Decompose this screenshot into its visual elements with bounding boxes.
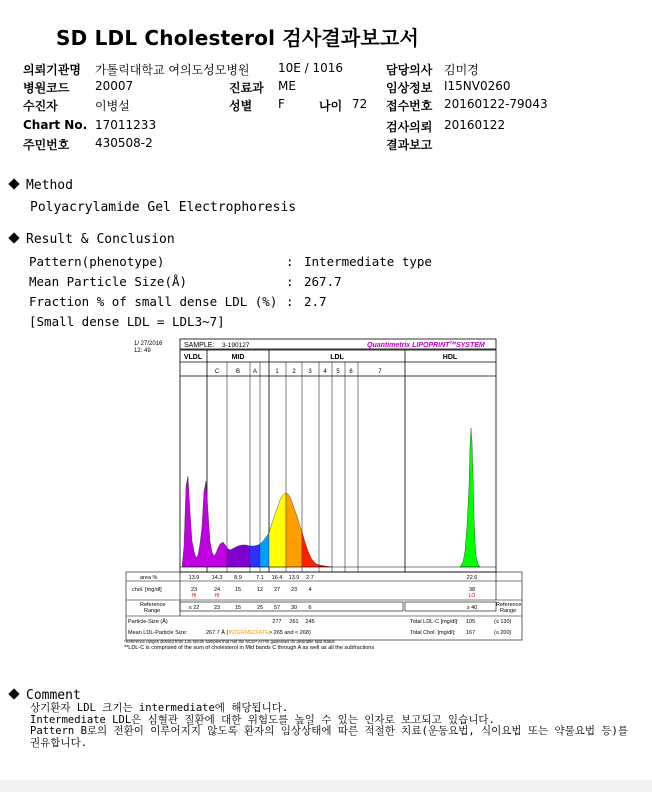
footnote-1: *Reference ranges derived from 125 serum samples that met the NCEP ATPIII guidelines for desirable lipid status (124, 639, 335, 644)
request-label: 검사의뢰 (386, 120, 433, 134)
result-label: Mean Particle Size(Å) (29, 274, 188, 289)
chol-value: 23 (190, 587, 198, 593)
chol-value: 27 (273, 587, 281, 593)
brand-logo: Quantimetrix LIPOPRINT™SYSTEM (367, 340, 485, 349)
result-heading: Result & Conclusion (10, 232, 175, 247)
report-time: 12: 49 (134, 348, 151, 354)
patient-value: 이병설 (95, 99, 130, 113)
report-label: 결과보고 (386, 138, 433, 152)
subband-label: 5 (336, 369, 340, 375)
area-value: 13.9 (188, 575, 200, 581)
subband-label: B (235, 369, 241, 375)
clinical-value: I15NV0260 (444, 79, 511, 93)
subband-label: A (252, 369, 258, 375)
area-value: 7.1 (256, 575, 264, 581)
sample-label: SAMPLE: (184, 342, 215, 349)
particle-size-value: 277 (272, 619, 282, 625)
diamond-bullet-icon (8, 688, 19, 699)
sex-label: 성별 (229, 99, 253, 113)
ref-hdl-value: ≥ 40 (466, 605, 478, 611)
ref-value: 30 (290, 605, 298, 611)
area-value: 16.4 (271, 575, 283, 581)
result-value: 2.7 (304, 294, 327, 309)
hi-flag: HI (191, 593, 197, 599)
ref-value: 6 (308, 605, 312, 611)
ref-value: 25 (256, 605, 264, 611)
result-value: 267.7 (304, 274, 342, 289)
area-value: 8.9 (234, 575, 242, 581)
chart-label: Chart No. (23, 118, 88, 132)
subband-label: C (214, 369, 220, 375)
comment-line: Pattern B로의 전환이 이루어지지 않도록 환자의 임상상태에 따른 적절한 치료(운동요법, 식이요법 또는 약물요법 등)를 권유합니다. (30, 725, 629, 749)
result-label: Fraction % of small dense LDL (%) (29, 294, 278, 309)
report-title: SD LDL Cholesterol 검사결과보고서 (56, 26, 419, 50)
sex-value: F (278, 97, 285, 111)
ref-value: 15 (234, 605, 242, 611)
comment-line: Intermediate LDL은 심혈관 질환에 대한 위험도를 높일 수 있는 인자로 보고되고 있습니다. (30, 713, 495, 726)
clinical-label: 임상정보 (386, 81, 433, 95)
report-date: 1/ 27/2016 (134, 341, 163, 347)
sample-value: 3-190127 (222, 342, 250, 349)
hospital-label: 의뢰기관명 (23, 63, 81, 77)
subband-label: 1 (275, 369, 279, 375)
chol-value: 4 (308, 587, 312, 593)
hi-flag: HI (214, 593, 220, 599)
result-colon: : (286, 254, 294, 269)
chol-hdl-value: 38 (468, 587, 476, 593)
mean-size-label: Mean LDL-Particle Size: (128, 630, 188, 636)
total-ldl-label: Total LDL-C [mg/dl]: (410, 619, 459, 625)
comment-line: 상기환자 LDL 크기는 intermediate에 해당됩니다. (30, 702, 289, 714)
page-bottom-strip (0, 780, 652, 792)
patient-label: 수진자 (23, 99, 58, 113)
particle-size-label: Particle-Size (Å) (128, 619, 168, 625)
ward-value: 10E / 1016 (278, 61, 344, 75)
result-note: [Small dense LDL = LDL3~7] (29, 314, 225, 329)
ref-value: 23 (213, 605, 221, 611)
ref-label-right-2: Range (500, 608, 517, 614)
report-background (122, 336, 526, 644)
chart-value: 17011233 (95, 118, 157, 132)
mid-b-region (250, 544, 260, 567)
receipt-value: 20160122-79043 (444, 97, 548, 111)
chol-value: 15 (234, 587, 242, 593)
subband-label: 7 (378, 369, 382, 375)
method-heading: Method (10, 178, 73, 193)
method-text: Polyacrylamide Gel Electrophoresis (30, 200, 297, 215)
age-value: 72 (352, 97, 368, 111)
total-chol-value: 167 (466, 630, 476, 636)
total-ldl-value: 105 (466, 619, 476, 625)
area-value: 2.7 (306, 575, 314, 581)
subband-label: 2 (292, 369, 296, 375)
total-chol-ref: (≤ 200) (494, 630, 512, 636)
age-label: 나이 (319, 99, 343, 113)
band-hdl-label: HDL (442, 354, 458, 361)
id-value: 430508-2 (95, 136, 153, 150)
hospital-value: 가톨릭대학교 여의도성모병원 (95, 63, 250, 77)
lo-flag: LO (468, 593, 476, 599)
band-ldl-label: LDL (330, 354, 344, 361)
area-label: area % (140, 575, 158, 581)
ref-value: ≤ 22 (188, 605, 200, 611)
ref-label: Reference (140, 602, 166, 608)
subband-label: 3 (308, 369, 312, 375)
code-label: 병원코드 (23, 81, 70, 95)
result-value: Intermediate type (304, 254, 432, 269)
mean-size-value: 267.7 Å (INTERMEDIATE> 265 and < 268) (206, 630, 311, 636)
doctor-value: 김미경 (444, 63, 479, 77)
area-value: 14.3 (211, 575, 223, 581)
subband-label: 6 (349, 369, 353, 375)
particle-size-value: 261 (289, 619, 299, 625)
result-colon: : (286, 274, 294, 289)
band-mid-label: MID (231, 354, 245, 361)
area-hdl-value: 22.6 (466, 575, 478, 581)
request-value: 20160122 (444, 118, 506, 132)
total-chol-label: Total Chol. [mg/dl]: (410, 630, 456, 636)
id-label: 주민번호 (23, 138, 70, 152)
particle-size-value: 245 (305, 619, 315, 625)
dept-label: 진료과 (229, 81, 264, 95)
chol-value: 12 (256, 587, 264, 593)
comment-body (30, 703, 642, 749)
total-ldl-ref: (≤ 130) (494, 619, 512, 625)
ref-value: 57 (273, 605, 281, 611)
lipoprint-report (122, 336, 526, 644)
code-value: 20007 (95, 79, 134, 93)
diamond-bullet-icon (8, 178, 19, 189)
diamond-bullet-icon (8, 232, 19, 243)
subband-label: 4 (323, 369, 327, 375)
ref-label-right: Reference (496, 602, 522, 608)
result-label: Pattern(phenotype) (29, 254, 165, 269)
comment-heading: Comment (10, 688, 81, 703)
footnote-2: **LDL-C is comprised of the sum of cholesterol in Mid bands C through A as well as all the subfractions (124, 645, 375, 651)
chol-value: 24 (213, 587, 221, 593)
chol-value: 23 (290, 587, 298, 593)
result-colon: : (286, 294, 294, 309)
doctor-label: 담당의사 (386, 63, 433, 77)
dept-value: ME (278, 79, 296, 93)
chol-label: chol. [mg/dl] (132, 587, 162, 593)
ref-label-2: Range (144, 608, 161, 614)
band-vldl-label: VLDL (183, 354, 203, 361)
area-value: 13.9 (288, 575, 300, 581)
receipt-label: 접수번호 (386, 99, 433, 113)
